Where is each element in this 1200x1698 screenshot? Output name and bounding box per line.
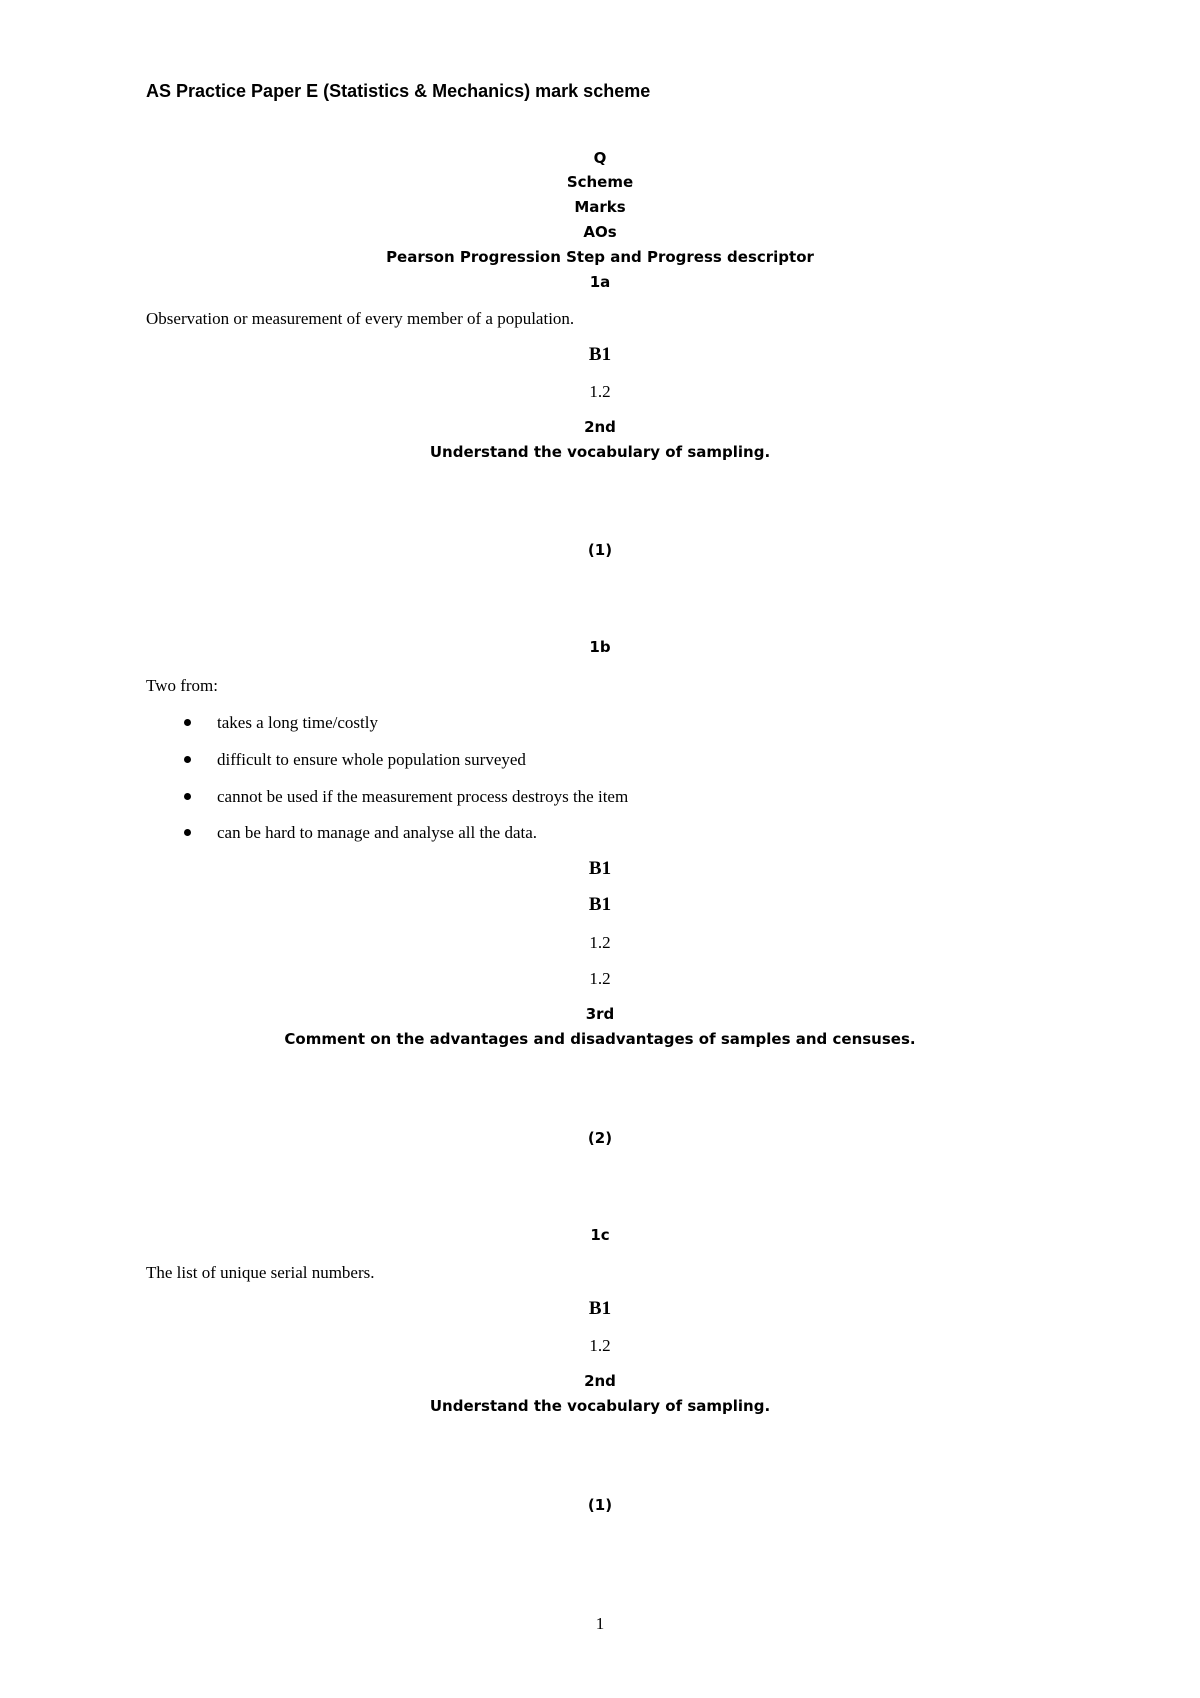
q1b-bullet-item [184, 712, 378, 734]
q1a-total: (1) [587, 541, 613, 559]
q1a-descriptor: Understand the vocabulary of sampling. [429, 443, 771, 461]
q1b-bullet-item [184, 822, 537, 844]
q1b-bullet-item [184, 749, 526, 771]
bullet-icon [184, 829, 191, 836]
header-q: Q [593, 149, 607, 167]
q1b-total: (2) [587, 1129, 613, 1147]
header-progression: Pearson Progression Step and Progress descriptor [386, 248, 814, 266]
bullet-icon [184, 793, 191, 800]
header-aos: AOs [583, 223, 617, 241]
bullet-icon [184, 756, 191, 763]
q1b-mark-2: B1 [588, 894, 612, 915]
q1c-label: 1c [590, 1226, 610, 1244]
document-title: AS Practice Paper E (Statistics & Mechanics) mark scheme [146, 81, 651, 101]
q1b-ao-1: 1.2 [589, 933, 611, 952]
q1c-mark: B1 [588, 1298, 612, 1319]
q1b-descriptor: Comment on the advantages and disadvantages of samples and censuses. [284, 1030, 916, 1048]
header-scheme: Scheme [566, 173, 634, 191]
header-marks: Marks [574, 198, 626, 216]
q1b-ao-2: 1.2 [589, 969, 611, 988]
q1c-scheme: The list of unique serial numbers. [146, 1263, 375, 1282]
q1a-scheme: Observation or measurement of every member of a population. [146, 309, 575, 328]
q1b-step: 3rd [585, 1005, 615, 1023]
q1b-bullet-text: difficult to ensure whole population surveyed [217, 750, 526, 769]
q1c-ao: 1.2 [589, 1336, 611, 1355]
q1c-total: (1) [587, 1496, 613, 1514]
bullet-icon [184, 719, 191, 726]
q1c-step: 2nd [584, 1372, 616, 1390]
q1b-label: 1b [589, 638, 611, 656]
q1a-step: 2nd [584, 418, 616, 436]
q1b-bullet-item [184, 786, 628, 808]
q1b-bullet-text: takes a long time/costly [217, 713, 378, 732]
q1a-label: 1a [589, 273, 611, 291]
q1b-intro: Two from: [146, 676, 218, 695]
q1b-bullet-text: cannot be used if the measurement process destroys the item [217, 787, 629, 806]
q1c-descriptor: Understand the vocabulary of sampling. [429, 1397, 771, 1415]
page-number: 1 [595, 1614, 605, 1633]
q1a-mark: B1 [588, 344, 612, 365]
q1a-ao: 1.2 [589, 382, 611, 401]
q1b-mark-1: B1 [588, 858, 612, 879]
q1b-bullet-text: can be hard to manage and analyse all the data. [217, 823, 538, 842]
